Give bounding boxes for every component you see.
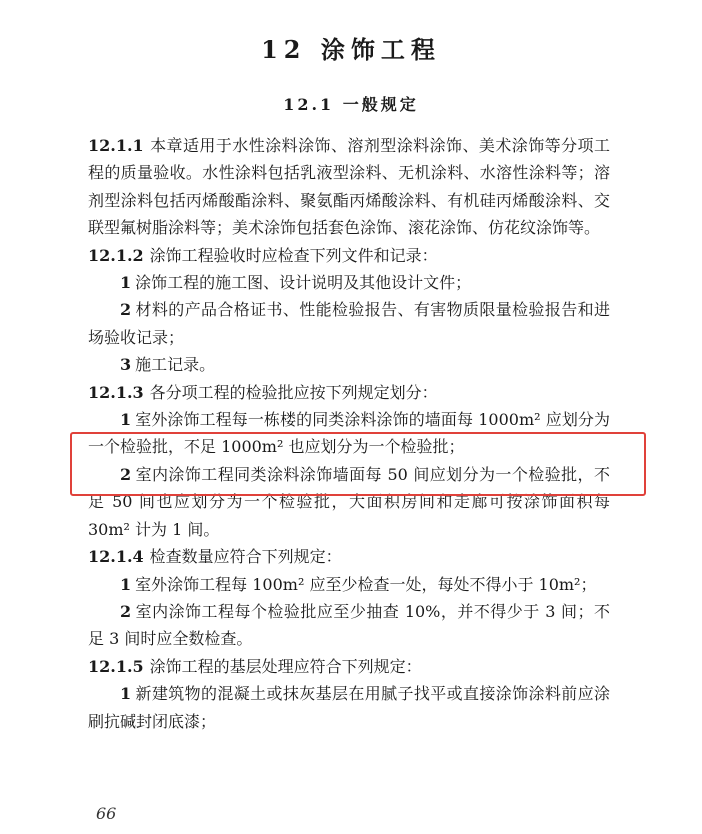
clause-12-1-2 [88,242,610,269]
clause-item [88,461,610,543]
section-title: 12.1 一般规定 [283,95,419,114]
clause-item-highlighted [88,406,610,461]
clause-item [88,269,610,296]
item-number: 1 [120,273,132,293]
item-text: 室内涂饰工程每个检验批应至少抽查 10%，并不得少于 3 间；不足 3 间时应全数检查。 [88,601,610,649]
clause-item [88,571,610,598]
item-number: 3 [120,355,132,375]
clause-number: 12.1.5 [88,656,144,676]
item-text: 施工记录。 [135,355,216,375]
item-text: 新建筑物的混凝土或抹灰基层在用腻子找平或直接涂饰涂料前应涂刷抗碱封闭底漆； [88,684,610,731]
clause-item [88,680,610,735]
clause-12-1-5 [88,653,610,680]
item-text: 室外涂饰工程每一栋楼的同类涂料涂饰的墙面每 1000m² 应划分为一个检验批，不足 1000m² 也应划分为一个检验批； [88,410,610,457]
item-number: 2 [120,300,132,320]
clause-text: 涂饰工程的基层处理应符合下列规定： [149,656,422,676]
chapter-title: 12 涂饰工程 [261,35,441,64]
item-text: 室内涂饰工程同类涂料涂饰墙面每 50 间应划分为一个检验批，不足 50 间也应划分为一个检验批，大面积房间和走廊可按涂饰面积每 30m² 计为 1 间。 [88,464,610,539]
clause-text: 本章适用于水性涂料涂饰、溶剂型涂料涂饰、美术涂饰等分项工程的质量验收。水性涂料包括乳液型涂料、无机涂料、水溶性涂料等；溶剂型涂料包括丙烯酸酯涂料、聚氨酯丙烯酸涂料、有机硅丙烯酸涂料、交联型氟树脂涂料等；美术涂饰包括套色涂饰、滚花涂饰、仿花纹涂饰等。 [88,136,610,238]
clause-number: 12.1.4 [88,547,144,567]
item-text: 室外涂饰工程每 100m² 应至少检查一处，每处不得小于 10m²； [135,574,597,594]
item-text: 材料的产品合格证书、性能检验报告、有害物质限量检验报告和进场验收记录； [88,300,610,347]
clause-item [88,351,610,378]
page-number: 66 [96,804,117,823]
clause-text: 检查数量应符合下列规定： [149,547,342,567]
item-number: 1 [120,684,132,704]
clause-number: 12.1.3 [88,382,144,402]
clause-item [88,296,610,351]
document-body [88,132,610,735]
item-number: 2 [120,601,132,621]
clause-12-1-3 [88,379,610,406]
item-number: 2 [120,464,132,484]
clause-12-1-1 [88,132,610,242]
clause-number: 12.1.2 [88,245,144,265]
item-text: 涂饰工程的施工图、设计说明及其他设计文件； [135,273,472,293]
clause-number: 12.1.1 [88,136,144,155]
item-number: 1 [120,410,132,430]
clause-text: 涂饰工程验收时应检查下列文件和记录： [149,245,438,265]
clause-item [88,598,610,653]
item-number: 1 [120,574,132,594]
clause-text: 各分项工程的检验批应按下列规定划分： [149,382,438,402]
clause-12-1-4 [88,543,610,570]
